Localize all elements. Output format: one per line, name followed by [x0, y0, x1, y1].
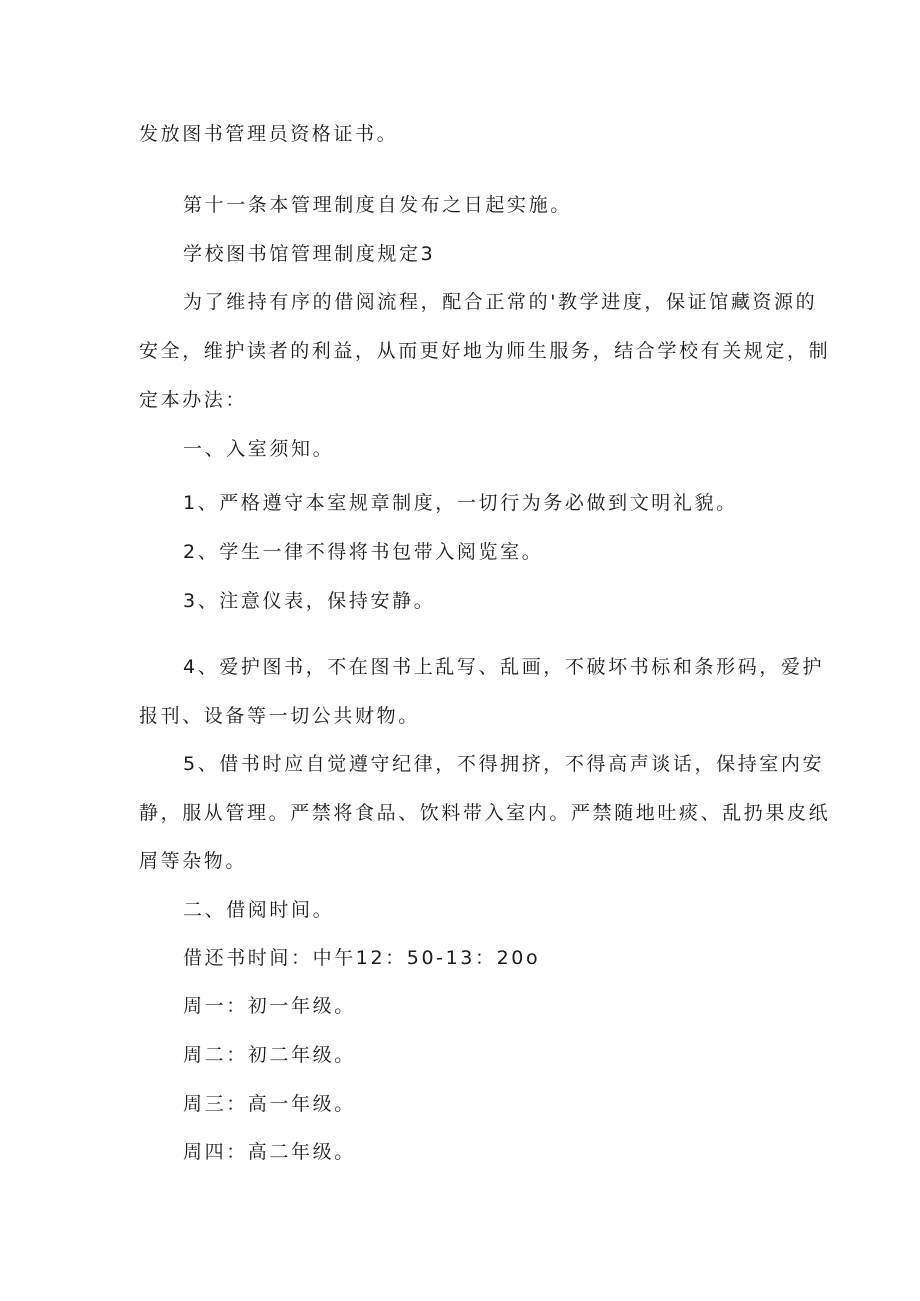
text-line: 安全，维护读者的利益，从而更好地为师生服务，结合学校有关规定，制	[139, 340, 831, 362]
list-item: 1、严格遵守本室规章制度，一切行为务必做到文明礼貌。	[183, 492, 738, 514]
schedule-item: 周二：初二年级。	[183, 1044, 356, 1066]
text-line: 为了维持有序的借阅流程，配合正常的'教学进度，保证馆藏资源的	[183, 291, 818, 313]
text-line: 屑等杂物。	[139, 850, 248, 872]
text-line: 借还书时间：中午12：50-13：20o	[183, 947, 541, 969]
subsection-heading: 二、借阅时间。	[183, 899, 335, 921]
text-line: 第十一条本管理制度自发布之日起实施。	[183, 194, 572, 216]
list-item: 2、学生一律不得将书包带入阅览室。	[183, 541, 544, 563]
list-item: 4、爱护图书，不在图书上乱写、乱画，不破坏书标和条形码，爱护	[183, 656, 825, 678]
list-item: 3、注意仪表，保持安静。	[183, 590, 436, 612]
schedule-item: 周四：高二年级。	[183, 1141, 356, 1163]
text-line: 报刊、设备等一切公共财物。	[139, 705, 420, 727]
text-line: 定本办法：	[139, 389, 248, 411]
section-heading: 学校图书馆管理制度规定3	[183, 243, 436, 265]
schedule-item: 周三：高一年级。	[183, 1093, 356, 1115]
list-item: 5、借书时应自觉遵守纪律，不得拥挤，不得高声谈话，保持室内安	[183, 753, 825, 775]
text-line: 静，服从管理。严禁将食品、饮料带入室内。严禁随地吐痰、乱扔果皮纸	[139, 802, 831, 824]
text-line: 发放图书管理员资格证书。	[139, 123, 399, 145]
schedule-item: 周一：初一年级。	[183, 995, 356, 1017]
subsection-heading: 一、入室须知。	[183, 438, 335, 460]
